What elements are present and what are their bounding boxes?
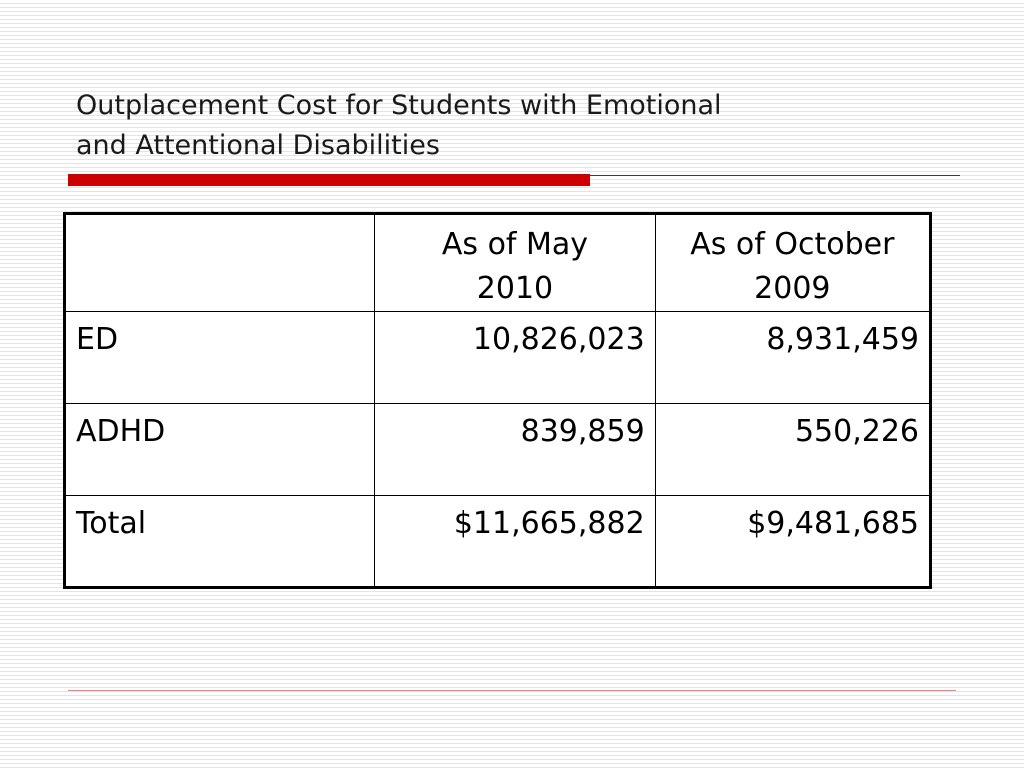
- header-may-2010-line-2: 2010: [476, 271, 554, 306]
- table-row-adhd: [65, 404, 931, 496]
- slide-title-line-2: and Attentional Disabilities: [76, 130, 440, 161]
- header-may-2010-line-1: As of May: [441, 227, 589, 262]
- header-october-2009-line-1: As of October: [690, 227, 895, 262]
- cell-total-october-2009: $9,481,685: [655, 496, 930, 588]
- row-label-adhd: ADHD: [65, 404, 375, 496]
- row-label-total: Total: [65, 496, 375, 588]
- row-label-ed: ED: [65, 312, 375, 404]
- title-underline-thick: [68, 174, 590, 186]
- footer-rule: [68, 690, 956, 691]
- header-october-2009-line-2: 2009: [754, 271, 831, 306]
- title-underline-thin: [590, 175, 960, 176]
- outplacement-cost-table: [63, 212, 932, 589]
- cell-ed-october-2009: 8,931,459: [655, 312, 930, 404]
- table-header-row: [65, 214, 931, 312]
- slide-title-line-1: Outplacement Cost for Students with Emotional: [76, 90, 722, 121]
- header-october-2009: [655, 214, 930, 312]
- cell-adhd-may-2010: 839,859: [375, 404, 655, 496]
- table-row-ed: [65, 312, 931, 404]
- header-empty-cell: [65, 214, 375, 312]
- cell-ed-may-2010: 10,826,023: [375, 312, 655, 404]
- cell-total-may-2010: $11,665,882: [375, 496, 655, 588]
- slide-title: [76, 86, 956, 166]
- table-row-total: [65, 496, 931, 588]
- header-may-2010: [375, 214, 655, 312]
- cell-adhd-october-2009: 550,226: [655, 404, 930, 496]
